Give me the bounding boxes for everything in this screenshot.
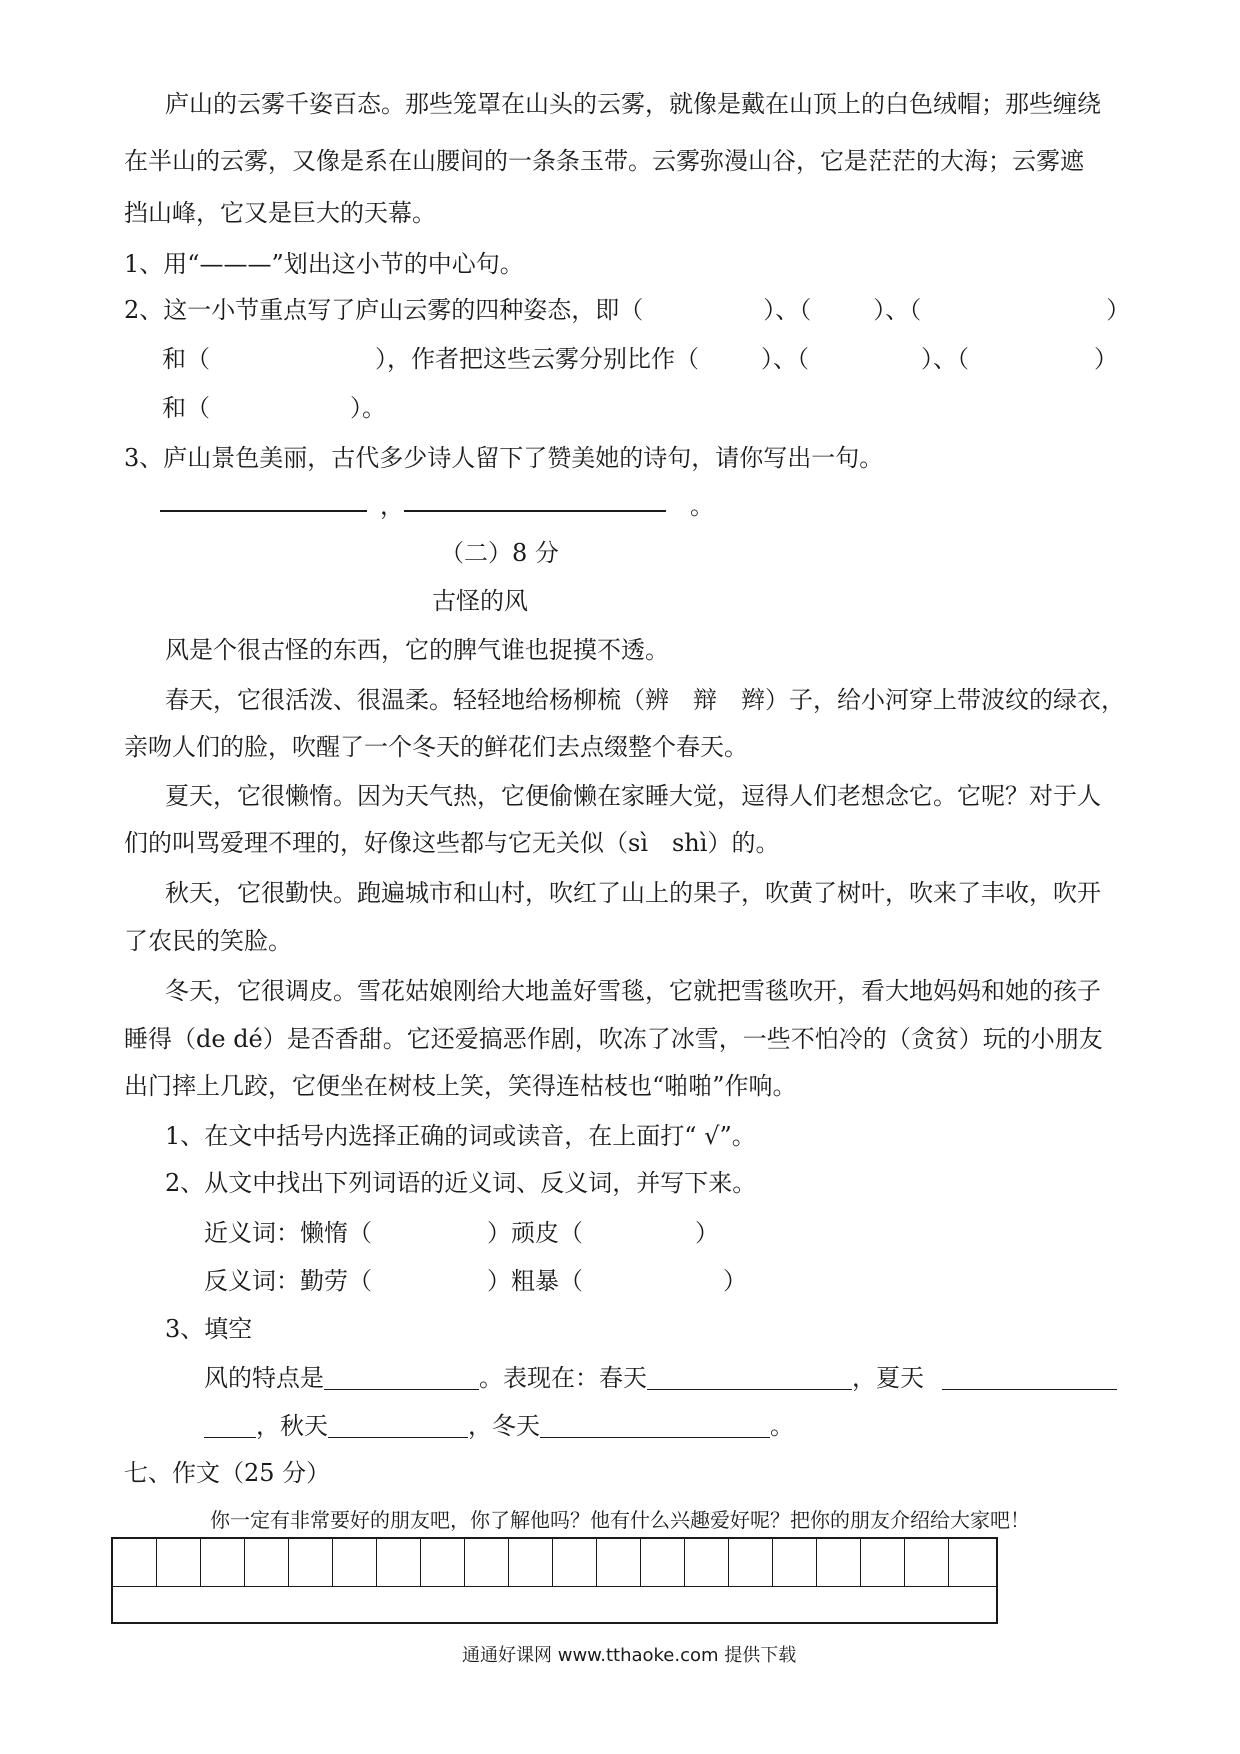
story-paragraph: 睡得（de dé）是否香甜。它还爱搞恶作剧，吹冻了冰雪，一些不怕冷的（贪贫）玩的小朋友: [124, 1025, 1103, 1053]
question-2-text: 2、这一小节重点写了庐山云雾的四种姿态，即（: [124, 296, 644, 324]
fill-line-2: ，秋天 ，冬天 。: [204, 1410, 794, 1442]
grid-cell[interactable]: [641, 1539, 685, 1586]
story-paragraph: 春天，它很活泼、很温柔。轻轻地给杨柳梳（辨 辩 辫）子，给小河穿上带波纹的绿衣，: [165, 686, 1125, 714]
answer-blank[interactable]: [942, 1365, 1117, 1390]
answer-blank[interactable]: [324, 1365, 479, 1390]
story-paragraph: 们的叫骂爱理不理的，好像这些都与它无关似（sì shì）的。: [124, 829, 780, 857]
answer-line[interactable]: [404, 510, 666, 512]
grid-cell[interactable]: [289, 1539, 333, 1586]
antonym-row: 反义词：勤劳（ ）粗暴（ ）: [204, 1267, 747, 1295]
answer-blank[interactable]: [328, 1413, 468, 1438]
grid-cell[interactable]: [685, 1539, 729, 1586]
grid-row-divider: [113, 1586, 996, 1587]
question-2: 2、这一小节重点写了庐山云雾的四种姿态，即（ ）、（ ）、（ ）: [124, 296, 1131, 324]
story-paragraph: 了农民的笑脸。: [124, 927, 292, 955]
answer-blank[interactable]: [647, 1365, 852, 1390]
question-2-line3: 和（ ）。: [162, 394, 386, 422]
question-1: 1、在文中括号内选择正确的词或读音，在上面打“ √”。: [165, 1122, 756, 1150]
story-paragraph: 夏天，它很懒惰。因为天气热，它便偷懒在家睡大觉，逗得人们老想念它。它呢？对于人: [165, 782, 1101, 810]
question-3: 3、填空: [165, 1315, 253, 1343]
story-title: 古怪的风: [432, 587, 528, 615]
passage-line: 挡山峰，它又是巨大的天幕。: [124, 199, 436, 227]
grid-cell[interactable]: [597, 1539, 641, 1586]
grid-cell[interactable]: [377, 1539, 421, 1586]
story-paragraph: 秋天，它很勤快。跑遍城市和山村，吹红了山上的果子，吹黄了树叶，吹来了丰收，吹开: [165, 879, 1101, 907]
grid-cell[interactable]: [905, 1539, 949, 1586]
passage-line: 在半山的云雾，又像是系在山腰间的一条条玉带。云雾弥漫山谷，它是茫茫的大海；云雾遮: [124, 147, 1084, 175]
story-paragraph: 亲吻人们的脸，吹醒了一个冬天的鲜花们去点缀整个春天。: [124, 733, 748, 761]
question-2: 2、从文中找出下列词语的近义词、反义词，并写下来。: [165, 1169, 757, 1197]
writing-grid[interactable]: [111, 1537, 998, 1624]
grid-cell[interactable]: [465, 1539, 509, 1586]
grid-cell[interactable]: [113, 1539, 157, 1586]
grid-cell[interactable]: [773, 1539, 817, 1586]
grid-cell[interactable]: [201, 1539, 245, 1586]
period: 。: [690, 492, 714, 520]
question-3: 3、庐山景色美丽，古代多少诗人留下了赞美她的诗句，请你写出一句。: [124, 444, 884, 472]
passage-line: 庐山的云雾千姿百态。那些笼罩在山头的云雾，就像是戴在山顶上的白色绒帽；那些缠绕: [165, 90, 1101, 118]
answer-blank[interactable]: [204, 1413, 256, 1438]
answer-line[interactable]: [160, 510, 367, 512]
grid-cell[interactable]: [509, 1539, 553, 1586]
section-heading: （二）8 分: [440, 539, 559, 567]
answer-blank[interactable]: [540, 1413, 770, 1438]
grid-cell[interactable]: [421, 1539, 465, 1586]
story-paragraph: 出门摔上几跤，它便坐在树枝上笑，笑得连枯枝也“啪啪”作响。: [124, 1072, 797, 1100]
footer-credit: 通通好课网 www.tthaoke.com 提供下载: [462, 1645, 797, 1666]
story-paragraph: 冬天，它很调皮。雪花姑娘刚给大地盖好雪毯，它就把雪毯吹开，看大地妈妈和她的孩子: [165, 977, 1101, 1005]
composition-prompt: 你一定有非常要好的朋友吧，你了解他吗？他有什么兴趣爱好呢？把你的朋友介绍给大家吧！: [210, 1508, 1030, 1532]
grid-cell[interactable]: [245, 1539, 289, 1586]
grid-cell[interactable]: [861, 1539, 905, 1586]
comma: ，: [380, 492, 404, 520]
fill-line-1: 风的特点是 。表现在：春天 ，夏天: [204, 1362, 1117, 1394]
story-paragraph: 风是个很古怪的东西，它的脾气谁也捉摸不透。: [165, 636, 669, 664]
composition-heading: 七、作文（25 分）: [124, 1459, 331, 1487]
grid-cell[interactable]: [157, 1539, 201, 1586]
synonym-row: 近义词：懒惰（ ）顽皮（ ）: [204, 1219, 719, 1247]
grid-cell[interactable]: [817, 1539, 861, 1586]
grid-cell[interactable]: [333, 1539, 377, 1586]
grid-cell[interactable]: [553, 1539, 597, 1586]
grid-cell[interactable]: [729, 1539, 773, 1586]
grid-cell[interactable]: [949, 1539, 996, 1586]
question-1: 1、用“———”划出这小节的中心句。: [124, 250, 524, 278]
question-2-line2: 和（ ），作者把这些云雾分别比作（ ）、（ ）、（ ）: [162, 345, 1118, 373]
